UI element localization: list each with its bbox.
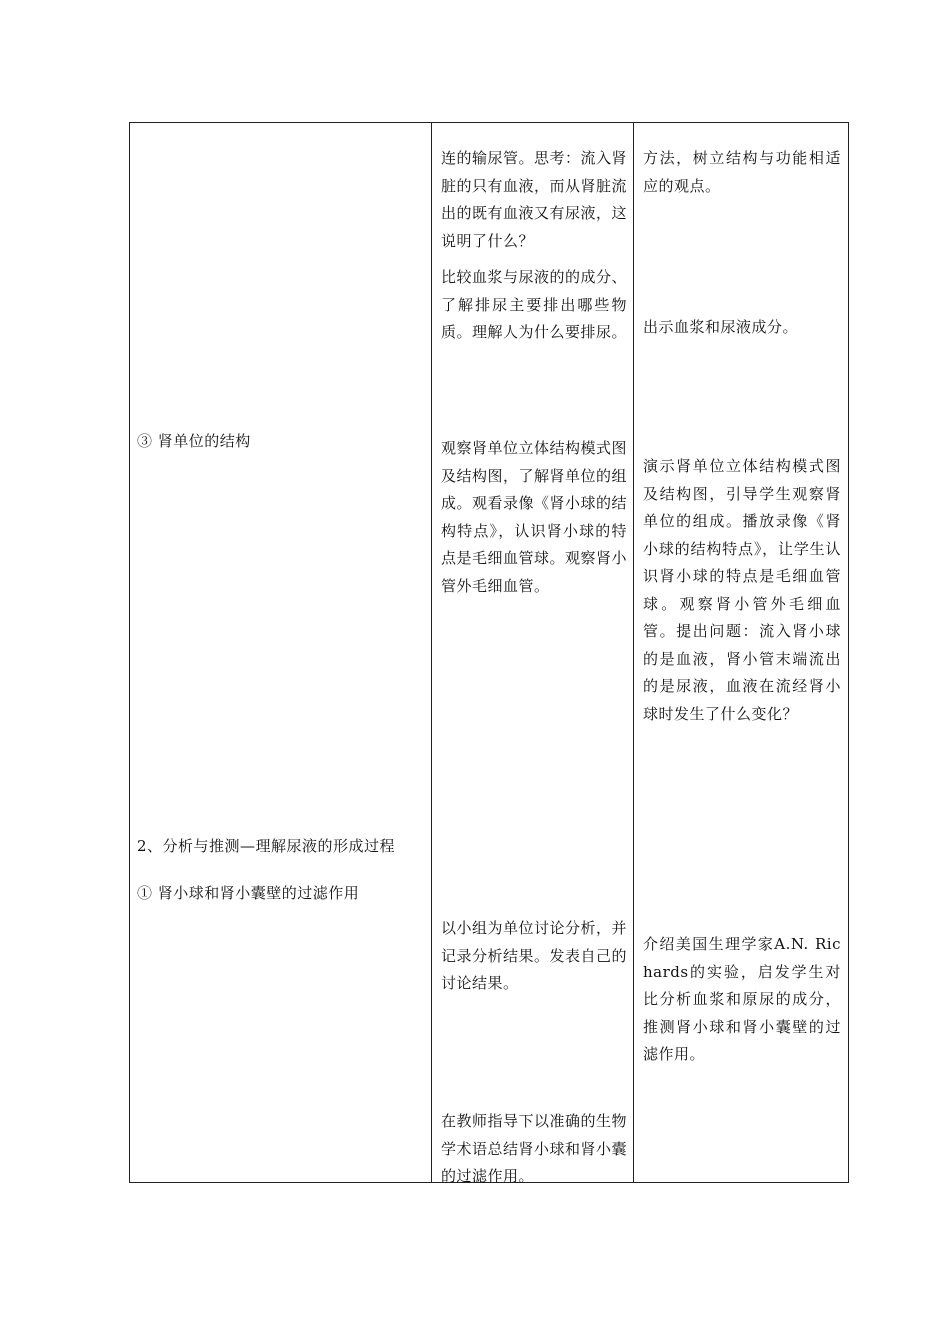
column-divider — [633, 123, 634, 1182]
section-heading-urine-formation: 2、分析与推测—理解尿液的形成过程 — [137, 837, 396, 855]
student-activity-text: 以小组为单位讨论分析，并记录分析结果。发表自己的讨论结果。 — [441, 919, 628, 992]
student-activity-text: 连的输尿管。思考：流入肾脏的只有血液，而从肾脏流出的既有血液又有尿液，这说明了什么？ — [441, 149, 628, 250]
section-item-nephron-structure: ③ 肾单位的结构 — [137, 432, 251, 450]
teacher-activity-text: 方法，树立结构与功能相适应的观点。 — [643, 149, 841, 195]
teacher-activity-text: 出示血浆和尿液成分。 — [643, 318, 799, 336]
lesson-plan-table — [129, 122, 849, 1183]
column-divider — [431, 123, 432, 1182]
student-activity-text: 比较血浆与尿液的的成分、了解排尿主要排出哪些物质。理解人为什么要排尿。 — [441, 268, 628, 341]
section-item-filtration: ① 肾小球和肾小囊壁的过滤作用 — [137, 884, 360, 902]
student-activity-text: 在教师指导下以准确的生物学术语总结肾小球和肾小囊的过滤作用。 — [441, 1112, 628, 1185]
student-activity-text: 观察肾单位立体结构模式图及结构图，了解肾单位的组成。观看录像《肾小球的结构特点》，认识肾小球的特点是毛细血管球。观察肾小管外毛细血管。 — [441, 439, 628, 595]
teacher-activity-text: 演示肾单位立体结构模式图及结构图，引导学生观察肾单位的组成。播放录像《肾小球的结构特点》，让学生认识肾小球的特点是毛细血管球。观察肾小管外毛细血管。提出问题：流入肾小球的是血液，肾小管末端流出的是尿液，血液在流经肾小球时发生了什么变化？ — [643, 457, 841, 723]
teacher-activity-text: 介绍美国生理学家A.N. Richards的实验，启发学生对比分析血浆和原尿的成分，推测肾小球和肾小囊壁的过滤作用。 — [643, 935, 841, 1063]
